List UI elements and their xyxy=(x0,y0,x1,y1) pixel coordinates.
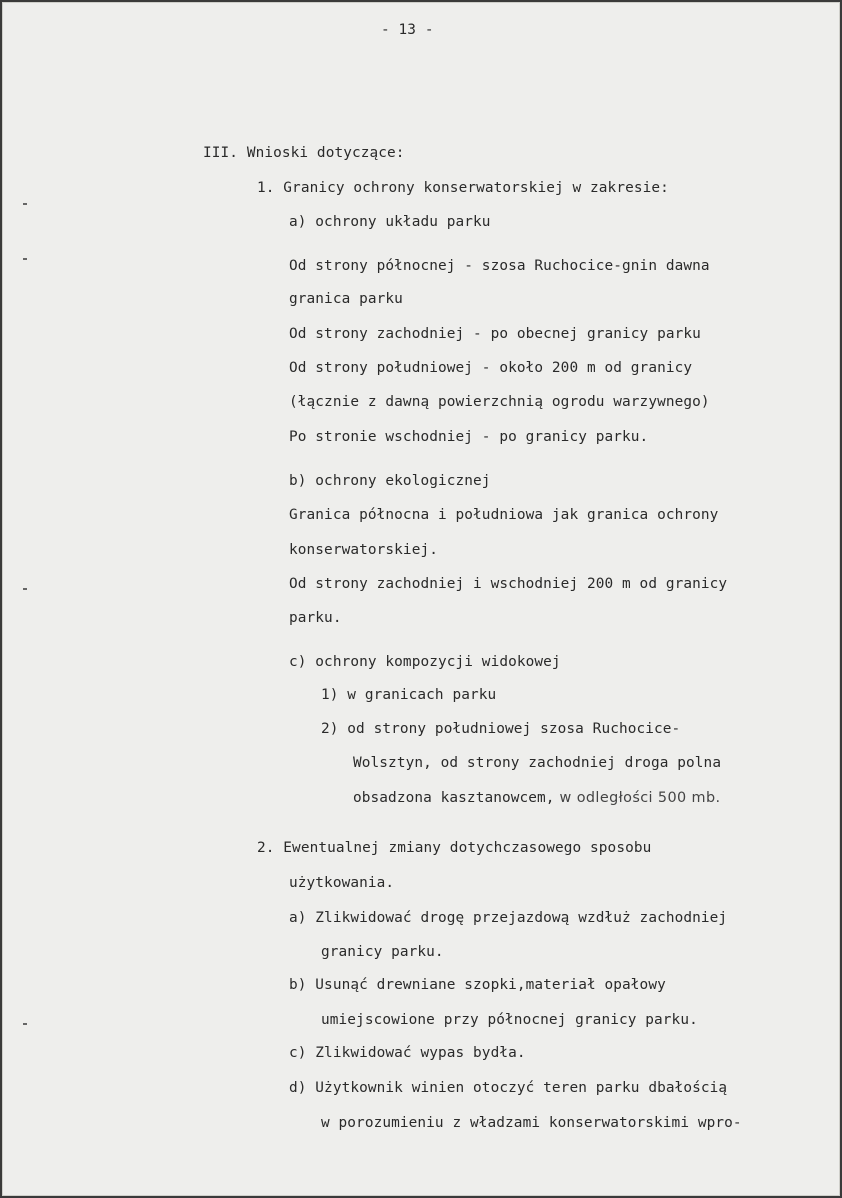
item-2b-line-2: umiejscowione przy północnej granicy parku. xyxy=(321,1012,698,1028)
item-1b-line-2: konserwatorskiej. xyxy=(289,542,438,558)
item-2c-line-1: c) Zlikwidować wypas bydła. xyxy=(289,1045,526,1061)
typed-text: obsadzona kasztanowcem, xyxy=(353,790,555,806)
item-1a-line-3: Od strony zachodniej - po obecnej granicy parku xyxy=(289,326,701,342)
item-1a-line-5: (łącznie z dawną powierzchnią ogrodu warzywnego) xyxy=(289,394,710,410)
handwritten-addition: w odległości 500 mb. xyxy=(554,790,721,806)
item-1c-sub-2-line-3 xyxy=(353,789,720,807)
item-1b-line-4: parku. xyxy=(289,610,342,626)
margin-mark xyxy=(23,1023,27,1025)
item-1a-line-2: granica parku xyxy=(289,291,403,307)
item-1c-title: c) ochrony kompozycji widokowej xyxy=(289,654,561,670)
item-1a-line-1: Od strony północnej - szosa Ruchocice-gnin dawna xyxy=(289,258,710,274)
item-1c-sub-1: 1) w granicach parku xyxy=(321,687,497,703)
item-1b-title: b) ochrony ekologicznej xyxy=(289,473,491,489)
margin-mark xyxy=(23,258,27,260)
section-heading: III. Wnioski dotyczące: xyxy=(203,145,405,161)
page-number: - 13 - xyxy=(381,22,434,38)
margin-mark xyxy=(23,588,27,590)
item-2b-line-1: b) Usunąć drewniane szopki,materiał opałowy xyxy=(289,977,666,993)
item-1a-line-4: Od strony południowej - około 200 m od granicy xyxy=(289,360,693,376)
margin-mark xyxy=(23,203,27,205)
item-2-title-line-1: 2. Ewentualnej zmiany dotychczasowego sposobu xyxy=(257,840,652,856)
item-1a-title: a) ochrony układu parku xyxy=(289,214,491,230)
item-2d-line-2: w porozumieniu z władzami konserwatorskimi wpro- xyxy=(321,1115,742,1131)
item-1-title: 1. Granicy ochrony konserwatorskiej w zakresie: xyxy=(257,180,669,196)
item-2a-line-2: granicy parku. xyxy=(321,944,444,960)
item-1c-sub-2-line-2: Wolsztyn, od strony zachodniej droga polna xyxy=(353,755,722,771)
item-1b-line-1: Granica północna i południowa jak granica ochrony xyxy=(289,507,719,523)
document-page xyxy=(2,2,840,1196)
item-2a-line-1: a) Zlikwidować drogę przejazdową wzdłuż zachodniej xyxy=(289,910,728,926)
item-2-title-line-2: użytkowania. xyxy=(289,875,395,891)
item-1b-line-3: Od strony zachodniej i wschodniej 200 m od granicy xyxy=(289,576,728,592)
item-2d-line-1: d) Użytkownik winien otoczyć teren parku dbałością xyxy=(289,1080,728,1096)
item-1c-sub-2-line-1: 2) od strony południowej szosa Ruchocice- xyxy=(321,721,681,737)
item-1a-line-6: Po stronie wschodniej - po granicy parku. xyxy=(289,429,649,445)
